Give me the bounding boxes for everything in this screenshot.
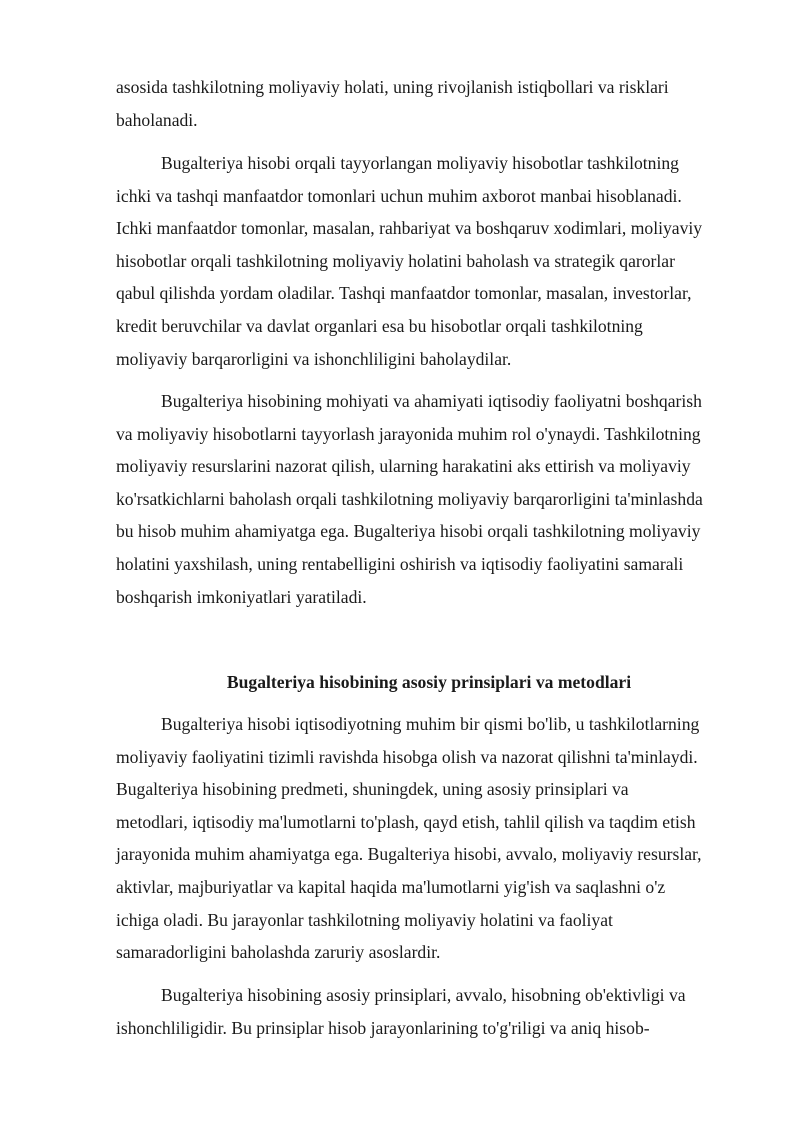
text-line: Ichki manfaatdor tomonlar, masalan, rahbariyat va boshqaruv xodimlari, moliyaviy <box>116 218 703 239</box>
text-line: Bugalteriya hisobining predmeti, shuningdek, uning asosiy prinsiplari va <box>116 779 629 800</box>
text-line: ko'rsatkichlarni baholash orqali tashkilotning moliyaviy barqarorligini ta'minlashda <box>116 488 703 509</box>
paragraph-2 <box>116 147 742 375</box>
text-line: Bugalteriya hisobi orqali tayyorlangan moliyaviy hisobotlar tashkilotning <box>161 153 679 173</box>
section-heading: Bugalteriya hisobining asosiy prinsiplari va metodlari <box>226 672 632 692</box>
text-line: moliyaviy faoliyatini tizimli ravishda hisobga olish va nazorat qilishni ta'minlaydi. <box>116 746 698 767</box>
text-line: moliyaviy resurslarini nazorat qilish, ularning harakatini aks ettirish va moliyaviy <box>116 456 691 477</box>
text-line: asosida tashkilotning moliyaviy holati, uning rivojlanish istiqbollari va risklari <box>116 77 669 97</box>
text-line: qabul qilishda yordam oladilar. Tashqi manfaatdor tomonlar, masalan, investorlar, <box>116 283 692 304</box>
paragraph-3 <box>116 385 742 613</box>
text-line: holatini yaxshilash, uning rentabelligini oshirish va iqtisodiy faoliyatini samarali <box>116 553 684 574</box>
text-line: jarayonida muhim ahamiyatga ega. Bugalteriya hisobi, avvalo, moliyaviy resurslar, <box>116 844 702 865</box>
text-line: Bugalteriya hisobining asosiy prinsiplari, avvalo, hisobning ob'ektivligi va <box>161 985 686 1005</box>
text-line: aktivlar, majburiyatlar va kapital haqida ma'lumotlarni yig'ish va saqlashni o'z <box>116 876 666 897</box>
text-line: va moliyaviy hisobotlarni tayyorlash jarayonida muhim rol o'ynaydi. Tashkilotning <box>116 423 701 444</box>
text-line: boshqarish imkoniyatlari yaratiladi. <box>116 586 367 607</box>
text-line: moliyaviy barqarorligini va ishonchliligini baholaydilar. <box>116 348 512 369</box>
text-line: Bugalteriya hisobining mohiyati va ahamiyati iqtisodiy faoliyatni boshqarish <box>161 391 702 411</box>
paragraph-4 <box>116 708 742 969</box>
text-line: ishonchliligidir. Bu prinsiplar hisob jarayonlarining to'g'riligi va aniq hisob- <box>116 1017 650 1038</box>
text-line: baholanadi. <box>116 109 198 130</box>
text-line: metodlari, iqtisodiy ma'lumotlarni to'plash, qayd etish, tahlil qilish va taqdim etish <box>116 811 696 832</box>
text-line: kredit beruvchilar va davlat organlari esa bu hisobotlar orqali tashkilotning <box>116 315 643 336</box>
paragraph-1 <box>116 71 742 136</box>
text-line: ichki va tashqi manfaatdor tomonlari uchun muhim axborot manbai hisoblanadi. <box>116 185 682 206</box>
text-line: ichiga oladi. Bu jarayonlar tashkilotning moliyaviy holatini va faoliyat <box>116 909 613 930</box>
text-line: Bugalteriya hisobi iqtisodiyotning muhim bir qismi bo'lib, u tashkilotlarning <box>161 714 700 734</box>
text-line: samaradorligini baholashda zaruriy asoslardir. <box>116 942 441 963</box>
text-line: bu hisob muhim ahamiyatga ega. Bugalteriya hisobi orqali tashkilotning moliyaviy <box>116 521 701 542</box>
text-line: hisobotlar orqali tashkilotning moliyaviy holatini baholash va strategik qarorlar <box>116 250 675 271</box>
paragraph-5 <box>116 979 742 1044</box>
